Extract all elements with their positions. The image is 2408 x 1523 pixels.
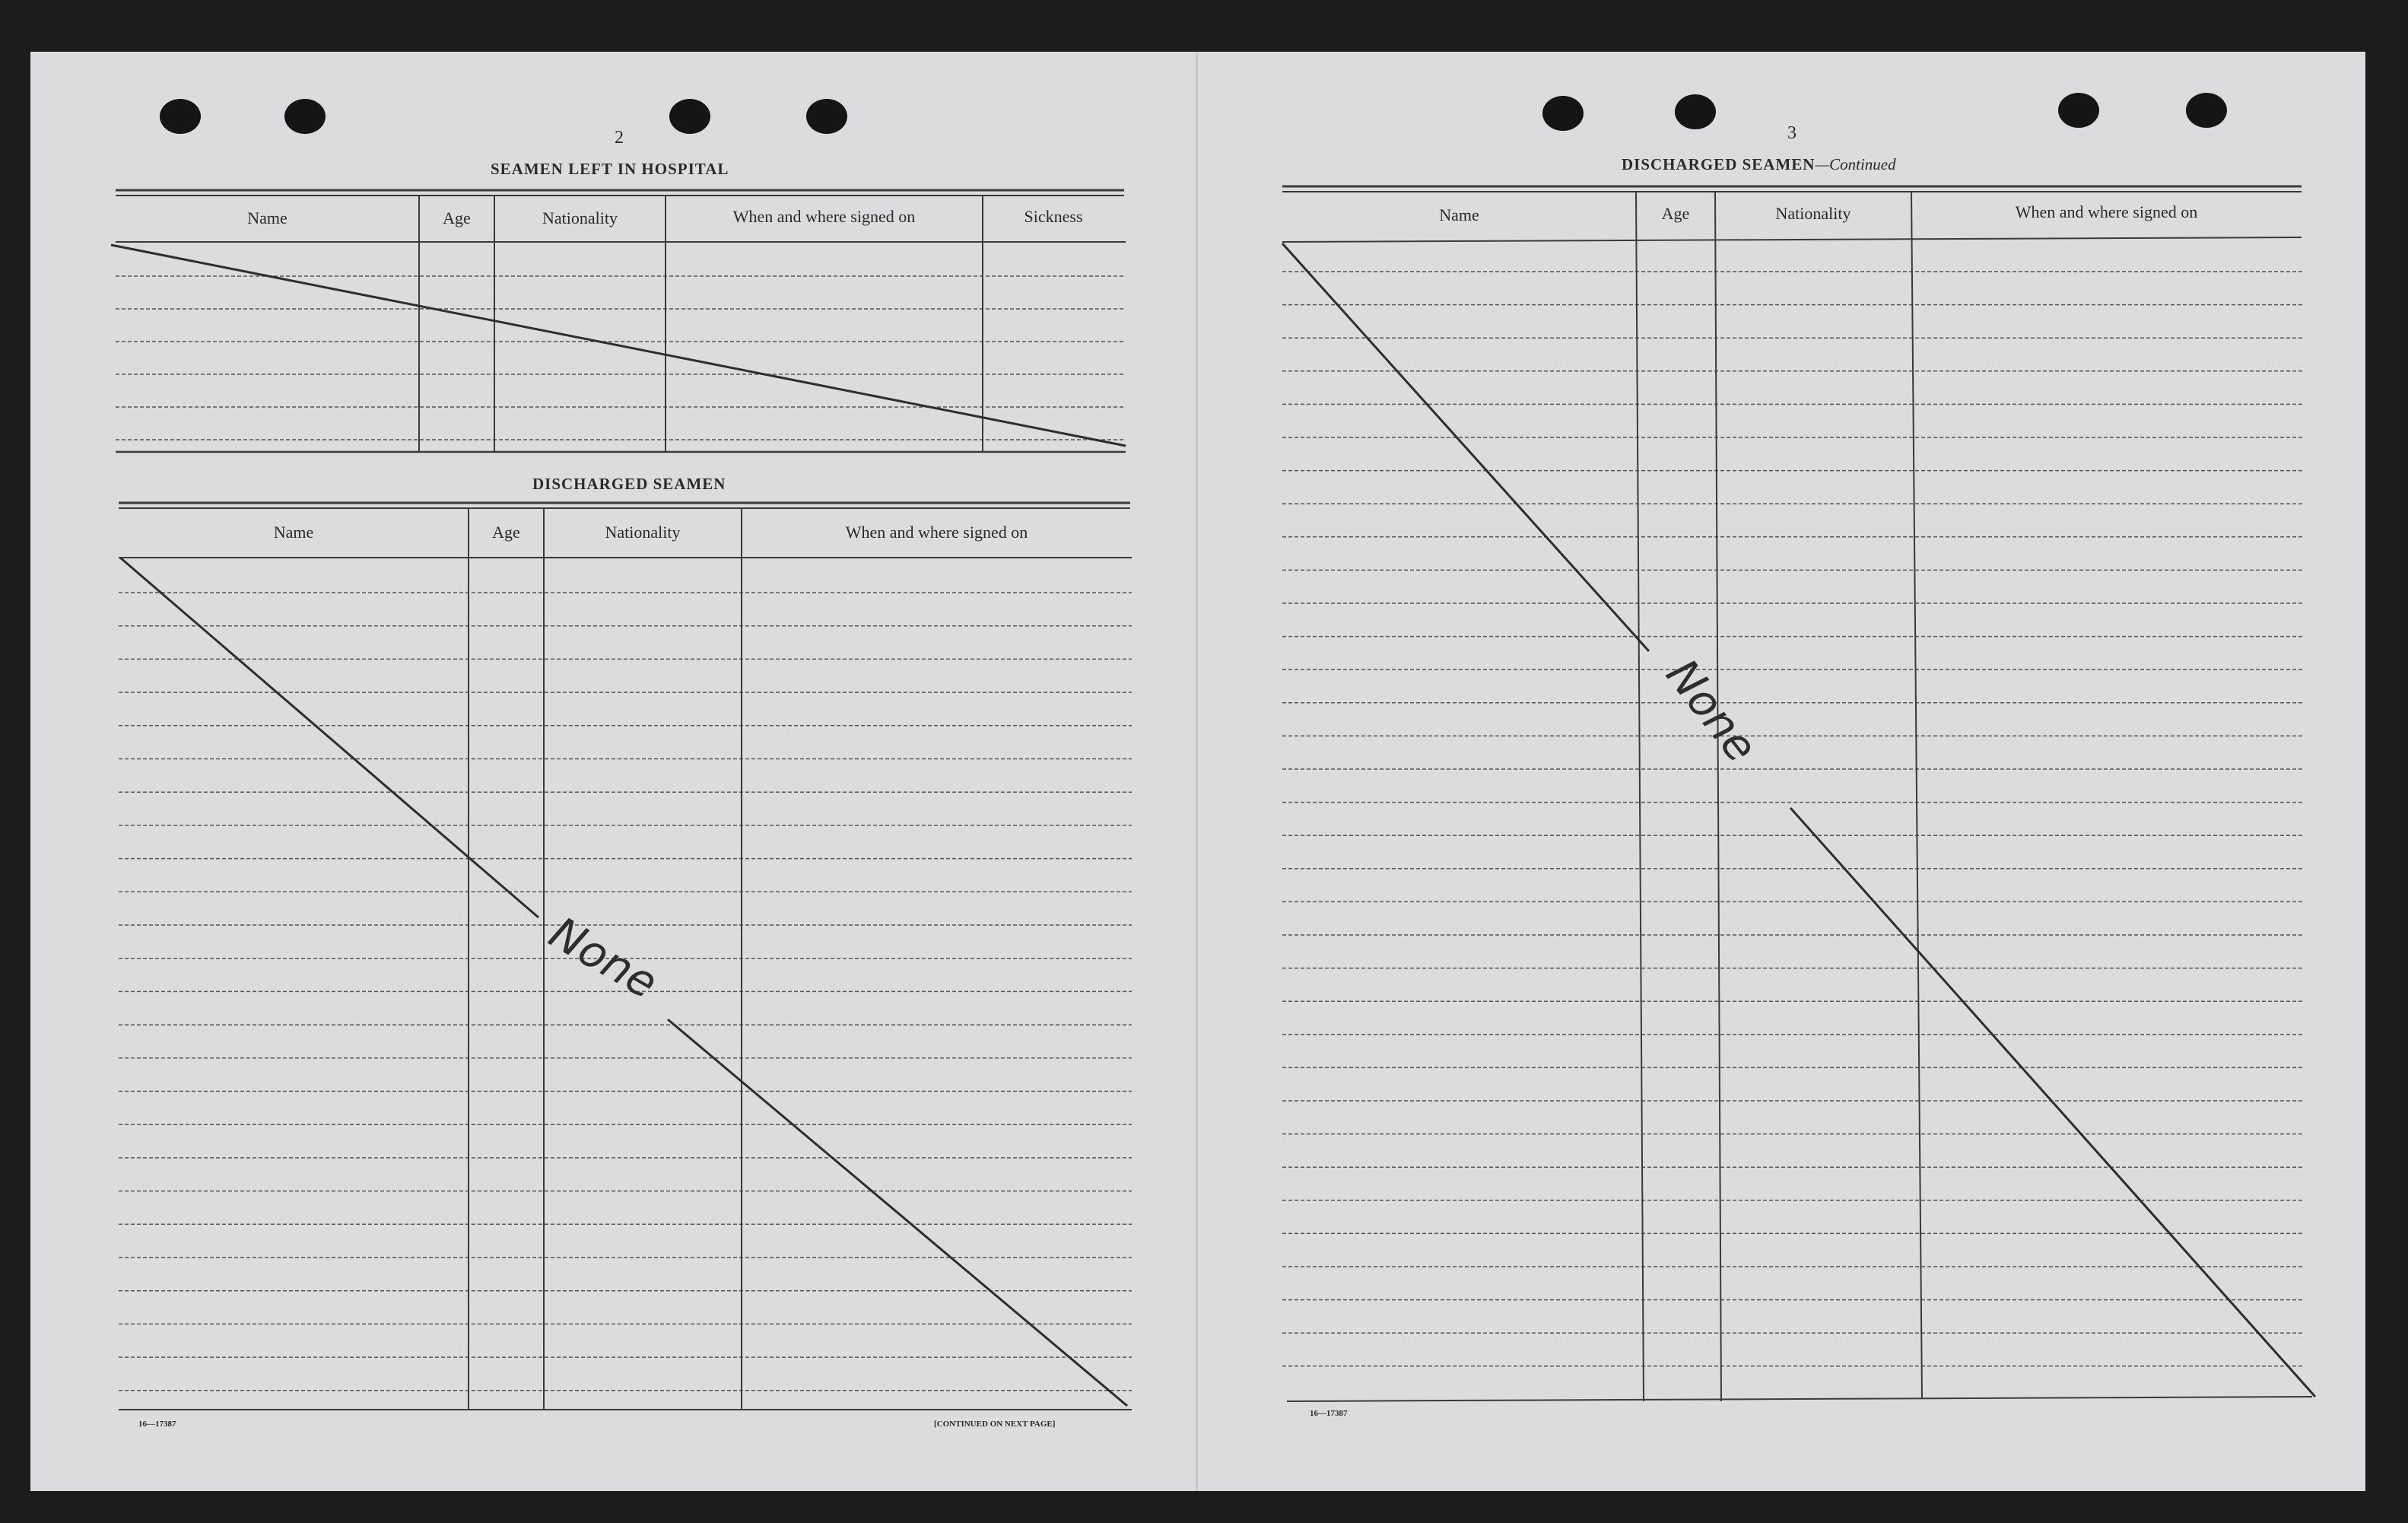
punch-hole <box>806 99 847 134</box>
form-number: 16—17387 <box>138 1420 176 1429</box>
hospital-col-sickness: Sickness <box>1024 207 1083 226</box>
hospital-col-signed-on: When and where signed on <box>732 207 916 226</box>
continued-suffix: —Continued <box>1815 155 1896 173</box>
page-fold <box>1196 52 1198 1491</box>
hospital-table-title: SEAMEN LEFT IN HOSPITAL <box>491 160 729 178</box>
punch-hole <box>1675 94 1716 129</box>
punch-hole <box>160 99 201 134</box>
handwritten-none-note: None <box>1656 649 1768 772</box>
discharged-table-title: DISCHARGED SEAMEN <box>532 475 726 493</box>
hospital-col-age: Age <box>443 208 471 227</box>
form-number: 16—17387 <box>1310 1409 1348 1418</box>
page-number: 2 <box>615 128 624 148</box>
hospital-col-name: Name <box>247 208 287 227</box>
punch-hole <box>2186 93 2227 128</box>
punch-hole <box>284 99 326 134</box>
discharged-col-signed-on: When and where signed on <box>845 523 1028 542</box>
discharged-continued-title-main: DISCHARGED SEAMEN <box>1622 155 1816 173</box>
right-col-name: Name <box>1439 205 1479 224</box>
discharged-continued-title <box>1622 155 1896 174</box>
page-number: 3 <box>1787 123 1796 143</box>
punch-hole <box>1542 96 1584 131</box>
handwritten-none-note: None <box>541 906 667 1010</box>
punch-hole <box>669 99 710 134</box>
right-col-age: Age <box>1661 204 1690 223</box>
document-sheet <box>30 52 2365 1491</box>
discharged-col-nationality: Nationality <box>605 523 681 542</box>
punch-hole <box>2058 93 2099 128</box>
continued-note: [CONTINUED ON NEXT PAGE] <box>934 1420 1056 1429</box>
right-col-signed-on: When and where signed on <box>2015 202 2198 221</box>
hospital-col-nationality: Nationality <box>542 208 618 227</box>
discharged-col-name: Name <box>273 523 314 542</box>
right-col-nationality: Nationality <box>1775 204 1851 223</box>
discharged-col-age: Age <box>492 523 520 542</box>
